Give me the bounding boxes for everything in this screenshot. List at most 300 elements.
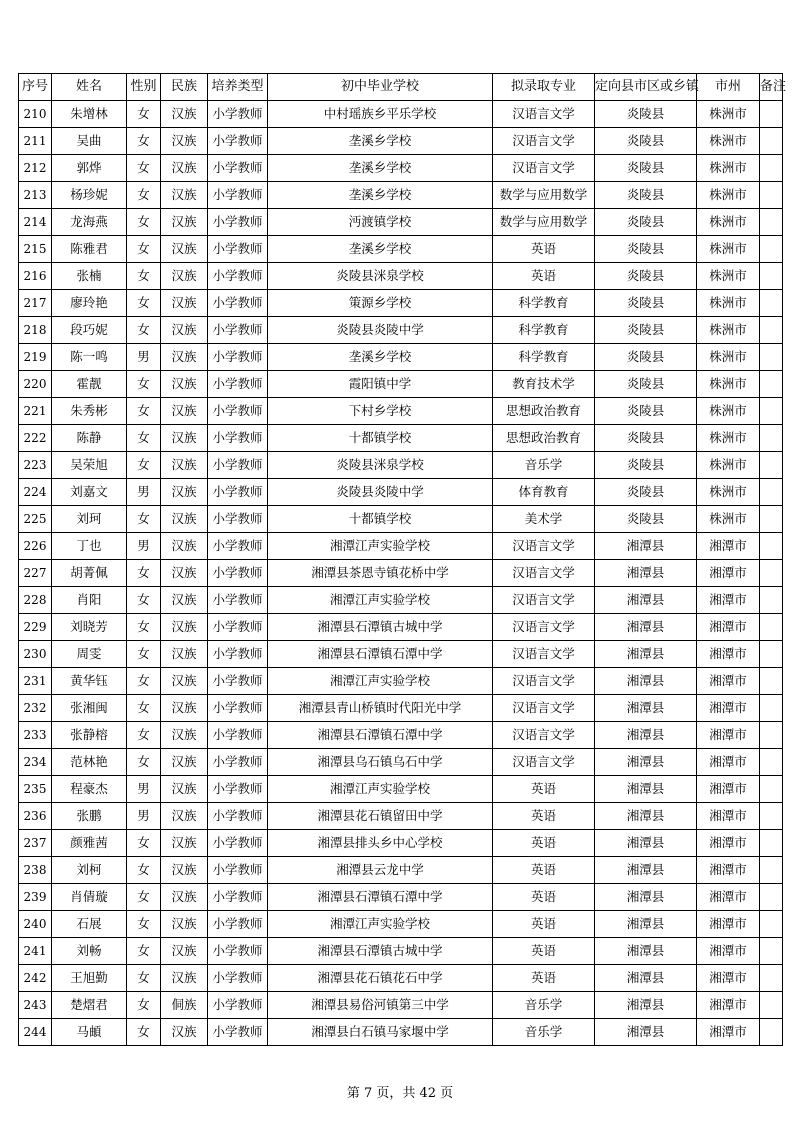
- table-row: [19, 344, 783, 371]
- col-ethnicity-cell: 汉族: [161, 209, 208, 236]
- col-name-cell: 郭烨: [52, 155, 127, 182]
- col-remark-cell: [760, 722, 783, 749]
- col-seq-cell: 234: [19, 749, 52, 776]
- col-major-cell: 思想政治教育: [493, 425, 595, 452]
- col-middle-school-cell: 炎陵县洣泉学校: [268, 263, 493, 290]
- col-middle-school-cell: 十都镇学校: [268, 506, 493, 533]
- col-training-type-cell: 小学教师: [208, 803, 268, 830]
- col-name-cell: 颜雅茜: [52, 830, 127, 857]
- col-major-cell: 英语: [493, 938, 595, 965]
- col-city-cell: 株洲市: [697, 209, 760, 236]
- col-major-cell: 英语: [493, 884, 595, 911]
- col-ethnicity-cell: 汉族: [161, 884, 208, 911]
- col-county-cell: 炎陵县: [595, 452, 697, 479]
- col-county-cell: 湘潭县: [595, 587, 697, 614]
- col-seq-cell: 235: [19, 776, 52, 803]
- col-training-type-cell: 小学教师: [208, 992, 268, 1019]
- col-training-type-cell: 小学教师: [208, 695, 268, 722]
- table-header-row: [19, 74, 783, 101]
- col-middle-school-cell: 湘潭县乌石镇乌石中学: [268, 749, 493, 776]
- col-training-type-cell: 小学教师: [208, 506, 268, 533]
- col-major-cell: 汉语言文学: [493, 587, 595, 614]
- table-row: [19, 290, 783, 317]
- col-gender-cell: 男: [127, 479, 161, 506]
- col-remark-cell: [760, 155, 783, 182]
- table-row: [19, 101, 783, 128]
- col-county-cell: 炎陵县: [595, 128, 697, 155]
- col-seq-cell: 231: [19, 668, 52, 695]
- col-name-cell: 楚熠君: [52, 992, 127, 1019]
- col-remark-cell: [760, 533, 783, 560]
- col-training-type-cell: 小学教师: [208, 209, 268, 236]
- col-seq-cell: 215: [19, 236, 52, 263]
- col-middle-school-cell: 炎陵县洣泉学校: [268, 452, 493, 479]
- col-county-cell: 湘潭县: [595, 533, 697, 560]
- col-city-cell: 株洲市: [697, 155, 760, 182]
- col-ethnicity-cell: 汉族: [161, 749, 208, 776]
- col-name-cell: 霍靓: [52, 371, 127, 398]
- col-name-cell: 刘柯: [52, 857, 127, 884]
- col-remark-cell: [760, 938, 783, 965]
- col-remark-header: 备注: [760, 74, 783, 101]
- col-ethnicity-cell: 汉族: [161, 830, 208, 857]
- col-remark-cell: [760, 992, 783, 1019]
- col-city-cell: 湘潭市: [697, 533, 760, 560]
- col-middle-school-cell: 湘潭江声实验学校: [268, 533, 493, 560]
- table-row: [19, 452, 783, 479]
- col-name-cell: 陈静: [52, 425, 127, 452]
- table-row: [19, 1019, 783, 1046]
- col-training-type-cell: 小学教师: [208, 155, 268, 182]
- col-remark-cell: [760, 182, 783, 209]
- col-ethnicity-cell: 汉族: [161, 101, 208, 128]
- col-ethnicity-cell: 汉族: [161, 371, 208, 398]
- col-middle-school-cell: 沔渡镇学校: [268, 209, 493, 236]
- col-ethnicity-cell: 汉族: [161, 803, 208, 830]
- col-county-cell: 炎陵县: [595, 344, 697, 371]
- col-name-cell: 王旭勤: [52, 965, 127, 992]
- col-gender-header: 性别: [127, 74, 161, 101]
- col-training-type-cell: 小学教师: [208, 128, 268, 155]
- col-middle-school-cell: 湘潭江声实验学校: [268, 668, 493, 695]
- col-gender-cell: 男: [127, 344, 161, 371]
- col-county-cell: 湘潭县: [595, 938, 697, 965]
- admission-table: [18, 73, 787, 1046]
- col-name-cell: 陈一鸣: [52, 344, 127, 371]
- col-middle-school-cell: 垄溪乡学校: [268, 155, 493, 182]
- col-remark-cell: [760, 560, 783, 587]
- col-training-type-cell: 小学教师: [208, 1019, 268, 1046]
- col-ethnicity-cell: 汉族: [161, 587, 208, 614]
- table-body: [19, 101, 783, 1046]
- table-row: [19, 776, 783, 803]
- col-gender-cell: 女: [127, 668, 161, 695]
- col-name-cell: 张湘闽: [52, 695, 127, 722]
- table-row: [19, 128, 783, 155]
- col-training-type-cell: 小学教师: [208, 587, 268, 614]
- col-remark-cell: [760, 668, 783, 695]
- col-county-cell: 炎陵县: [595, 398, 697, 425]
- col-seq-cell: 212: [19, 155, 52, 182]
- col-training-type-cell: 小学教师: [208, 101, 268, 128]
- col-middle-school-cell: 湘潭县排头乡中心学校: [268, 830, 493, 857]
- col-remark-cell: [760, 911, 783, 938]
- col-remark-cell: [760, 452, 783, 479]
- col-ethnicity-cell: 汉族: [161, 182, 208, 209]
- col-middle-school-cell: 湘潭江声实验学校: [268, 587, 493, 614]
- col-major-cell: 英语: [493, 857, 595, 884]
- col-seq-cell: 224: [19, 479, 52, 506]
- table-row: [19, 695, 783, 722]
- col-training-type-cell: 小学教师: [208, 965, 268, 992]
- col-name-cell: 刘畅: [52, 938, 127, 965]
- col-name-cell: 程豪杰: [52, 776, 127, 803]
- col-city-cell: 株洲市: [697, 101, 760, 128]
- col-major-cell: 思想政治教育: [493, 398, 595, 425]
- col-major-cell: 英语: [493, 236, 595, 263]
- col-gender-cell: 女: [127, 425, 161, 452]
- col-gender-cell: 女: [127, 911, 161, 938]
- table-row: [19, 965, 783, 992]
- col-major-cell: 音乐学: [493, 1019, 595, 1046]
- col-middle-school-cell: 湘潭县花石镇花石中学: [268, 965, 493, 992]
- col-city-header: 市州: [697, 74, 760, 101]
- col-middle-school-cell: 湘潭县石潭镇石潭中学: [268, 722, 493, 749]
- col-middle-school-cell: 湘潭县石潭镇石潭中学: [268, 641, 493, 668]
- col-seq-cell: 228: [19, 587, 52, 614]
- table-row: [19, 263, 783, 290]
- col-major-cell: 音乐学: [493, 992, 595, 1019]
- col-training-type-cell: 小学教师: [208, 182, 268, 209]
- col-city-cell: 湘潭市: [697, 911, 760, 938]
- admission-list-sheet: [18, 73, 787, 1046]
- col-name-cell: 吴荣旭: [52, 452, 127, 479]
- col-major-cell: 汉语言文学: [493, 695, 595, 722]
- col-name-cell: 廖玲艳: [52, 290, 127, 317]
- table-row: [19, 209, 783, 236]
- col-training-type-cell: 小学教师: [208, 641, 268, 668]
- col-seq-cell: 222: [19, 425, 52, 452]
- col-gender-cell: 女: [127, 857, 161, 884]
- col-major-cell: 科学教育: [493, 317, 595, 344]
- col-gender-cell: 女: [127, 371, 161, 398]
- col-name-cell: 刘珂: [52, 506, 127, 533]
- table-row: [19, 614, 783, 641]
- col-name-cell: 石展: [52, 911, 127, 938]
- table-row: [19, 371, 783, 398]
- col-city-cell: 湘潭市: [697, 1019, 760, 1046]
- col-county-cell: 炎陵县: [595, 479, 697, 506]
- col-middle-school-cell: 下村乡学校: [268, 398, 493, 425]
- col-major-cell: 汉语言文学: [493, 560, 595, 587]
- col-county-cell: 炎陵县: [595, 101, 697, 128]
- table-row: [19, 911, 783, 938]
- col-name-cell: 段巧妮: [52, 317, 127, 344]
- table-row: [19, 668, 783, 695]
- col-name-cell: 吴曲: [52, 128, 127, 155]
- col-training-type-cell: 小学教师: [208, 290, 268, 317]
- col-gender-cell: 女: [127, 398, 161, 425]
- col-seq-cell: 244: [19, 1019, 52, 1046]
- col-seq-cell: 220: [19, 371, 52, 398]
- col-ethnicity-cell: 汉族: [161, 641, 208, 668]
- col-city-cell: 株洲市: [697, 236, 760, 263]
- col-ethnicity-cell: 汉族: [161, 938, 208, 965]
- col-seq-cell: 233: [19, 722, 52, 749]
- col-major-cell: 教育技术学: [493, 371, 595, 398]
- col-seq-cell: 213: [19, 182, 52, 209]
- col-gender-cell: 女: [127, 452, 161, 479]
- col-training-type-cell: 小学教师: [208, 263, 268, 290]
- col-county-cell: 炎陵县: [595, 290, 697, 317]
- col-remark-cell: [760, 263, 783, 290]
- col-remark-cell: [760, 506, 783, 533]
- col-county-cell: 湘潭县: [595, 965, 697, 992]
- table-row: [19, 830, 783, 857]
- col-training-type-cell: 小学教师: [208, 857, 268, 884]
- col-middle-school-cell: 策源乡学校: [268, 290, 493, 317]
- col-city-cell: 湘潭市: [697, 965, 760, 992]
- col-city-cell: 湘潭市: [697, 776, 760, 803]
- col-training-type-cell: 小学教师: [208, 830, 268, 857]
- col-seq-cell: 218: [19, 317, 52, 344]
- col-gender-cell: 女: [127, 830, 161, 857]
- table-row: [19, 425, 783, 452]
- col-county-cell: 湘潭县: [595, 884, 697, 911]
- col-major-cell: 数学与应用数学: [493, 182, 595, 209]
- col-gender-cell: 女: [127, 209, 161, 236]
- col-major-cell: 英语: [493, 965, 595, 992]
- col-gender-cell: 女: [127, 263, 161, 290]
- table-row: [19, 533, 783, 560]
- col-name-cell: 刘嘉文: [52, 479, 127, 506]
- col-middle-school-cell: 湘潭县石潭镇古城中学: [268, 938, 493, 965]
- col-ethnicity-cell: 汉族: [161, 911, 208, 938]
- col-seq-cell: 223: [19, 452, 52, 479]
- col-city-cell: 湘潭市: [697, 668, 760, 695]
- col-training-type-cell: 小学教师: [208, 344, 268, 371]
- col-seq-cell: 210: [19, 101, 52, 128]
- col-seq-cell: 211: [19, 128, 52, 155]
- col-gender-cell: 女: [127, 992, 161, 1019]
- col-name-cell: 周雯: [52, 641, 127, 668]
- col-middle-school-cell: 湘潭县花石镇留田中学: [268, 803, 493, 830]
- col-seq-cell: 226: [19, 533, 52, 560]
- col-remark-cell: [760, 398, 783, 425]
- col-middle-school-cell: 湘潭县白石镇马家堰中学: [268, 1019, 493, 1046]
- col-county-cell: 炎陵县: [595, 236, 697, 263]
- col-ethnicity-header: 民族: [161, 74, 208, 101]
- col-city-cell: 株洲市: [697, 290, 760, 317]
- col-ethnicity-cell: 汉族: [161, 614, 208, 641]
- col-gender-cell: 女: [127, 317, 161, 344]
- col-county-cell: 湘潭县: [595, 641, 697, 668]
- table-row: [19, 155, 783, 182]
- col-remark-cell: [760, 965, 783, 992]
- col-middle-school-cell: 垄溪乡学校: [268, 236, 493, 263]
- col-middle-school-cell: 湘潭县青山桥镇时代阳光中学: [268, 695, 493, 722]
- col-major-cell: 汉语言文学: [493, 641, 595, 668]
- col-remark-cell: [760, 857, 783, 884]
- col-major-cell: 汉语言文学: [493, 533, 595, 560]
- col-seq-cell: 230: [19, 641, 52, 668]
- table-row: [19, 587, 783, 614]
- col-remark-cell: [760, 236, 783, 263]
- col-training-type-cell: 小学教师: [208, 425, 268, 452]
- table-row: [19, 992, 783, 1019]
- table-row: [19, 803, 783, 830]
- col-gender-cell: 男: [127, 803, 161, 830]
- col-city-cell: 湘潭市: [697, 857, 760, 884]
- col-county-cell: 炎陵县: [595, 371, 697, 398]
- col-city-cell: 湘潭市: [697, 938, 760, 965]
- col-ethnicity-cell: 汉族: [161, 506, 208, 533]
- col-seq-cell: 243: [19, 992, 52, 1019]
- col-training-type-cell: 小学教师: [208, 533, 268, 560]
- table-row: [19, 641, 783, 668]
- col-name-cell: 胡菁佩: [52, 560, 127, 587]
- col-major-cell: 英语: [493, 803, 595, 830]
- col-city-cell: 株洲市: [697, 263, 760, 290]
- col-middle-school-cell: 中村瑶族乡平乐学校: [268, 101, 493, 128]
- col-seq-cell: 229: [19, 614, 52, 641]
- col-ethnicity-cell: 汉族: [161, 560, 208, 587]
- col-seq-cell: 236: [19, 803, 52, 830]
- col-middle-school-cell: 炎陵县炎陵中学: [268, 479, 493, 506]
- col-remark-cell: [760, 776, 783, 803]
- col-city-cell: 湘潭市: [697, 560, 760, 587]
- table-row: [19, 884, 783, 911]
- col-ethnicity-cell: 汉族: [161, 317, 208, 344]
- col-ethnicity-cell: 汉族: [161, 722, 208, 749]
- col-seq-cell: 217: [19, 290, 52, 317]
- col-name-cell: 张静榕: [52, 722, 127, 749]
- col-remark-cell: [760, 830, 783, 857]
- col-county-cell: 湘潭县: [595, 560, 697, 587]
- col-training-type-cell: 小学教师: [208, 398, 268, 425]
- col-remark-cell: [760, 749, 783, 776]
- col-seq-cell: 225: [19, 506, 52, 533]
- col-gender-cell: 男: [127, 776, 161, 803]
- col-gender-cell: 女: [127, 290, 161, 317]
- col-county-cell: 湘潭县: [595, 803, 697, 830]
- col-county-cell: 湘潭县: [595, 1019, 697, 1046]
- col-seq-cell: 219: [19, 344, 52, 371]
- col-city-cell: 湘潭市: [697, 695, 760, 722]
- col-ethnicity-cell: 汉族: [161, 1019, 208, 1046]
- col-name-cell: 马頔: [52, 1019, 127, 1046]
- col-remark-cell: [760, 695, 783, 722]
- col-training-type-cell: 小学教师: [208, 236, 268, 263]
- table-row: [19, 560, 783, 587]
- col-county-cell: 炎陵县: [595, 506, 697, 533]
- col-ethnicity-cell: 汉族: [161, 128, 208, 155]
- col-middle-school-cell: 炎陵县炎陵中学: [268, 317, 493, 344]
- col-county-cell: 湘潭县: [595, 992, 697, 1019]
- col-middle-school-cell: 霞阳镇中学: [268, 371, 493, 398]
- col-middle-school-cell: 垄溪乡学校: [268, 344, 493, 371]
- table-row: [19, 722, 783, 749]
- table-row: [19, 857, 783, 884]
- col-city-cell: 株洲市: [697, 506, 760, 533]
- col-training-type-cell: 小学教师: [208, 884, 268, 911]
- col-remark-cell: [760, 317, 783, 344]
- col-ethnicity-cell: 汉族: [161, 155, 208, 182]
- col-training-type-cell: 小学教师: [208, 776, 268, 803]
- col-city-cell: 株洲市: [697, 398, 760, 425]
- col-remark-cell: [760, 479, 783, 506]
- col-gender-cell: 女: [127, 1019, 161, 1046]
- col-middle-school-cell: 湘潭县茶恩寺镇花桥中学: [268, 560, 493, 587]
- col-training-type-cell: 小学教师: [208, 479, 268, 506]
- col-county-cell: 湘潭县: [595, 776, 697, 803]
- col-county-cell: 湘潭县: [595, 911, 697, 938]
- col-major-cell: 美术学: [493, 506, 595, 533]
- col-major-cell: 汉语言文学: [493, 722, 595, 749]
- col-city-cell: 湘潭市: [697, 614, 760, 641]
- col-gender-cell: 女: [127, 155, 161, 182]
- table-row: [19, 506, 783, 533]
- col-county-cell: 湘潭县: [595, 749, 697, 776]
- col-remark-cell: [760, 614, 783, 641]
- col-major-cell: 科学教育: [493, 344, 595, 371]
- table-row: [19, 479, 783, 506]
- col-county-cell: 湘潭县: [595, 722, 697, 749]
- col-name-cell: 肖倩璇: [52, 884, 127, 911]
- col-major-cell: 英语: [493, 776, 595, 803]
- col-training-type-cell: 小学教师: [208, 371, 268, 398]
- col-seq-cell: 239: [19, 884, 52, 911]
- col-gender-cell: 女: [127, 236, 161, 263]
- col-county-cell: 炎陵县: [595, 317, 697, 344]
- col-gender-cell: 女: [127, 641, 161, 668]
- col-gender-cell: 女: [127, 722, 161, 749]
- col-ethnicity-cell: 汉族: [161, 533, 208, 560]
- col-training-type-cell: 小学教师: [208, 938, 268, 965]
- col-county-cell: 炎陵县: [595, 209, 697, 236]
- col-major-cell: 科学教育: [493, 290, 595, 317]
- col-training-type-header: 培养类型: [208, 74, 268, 101]
- col-city-cell: 株洲市: [697, 344, 760, 371]
- col-middle-school-header: 初中毕业学校: [268, 74, 493, 101]
- col-county-cell: 炎陵县: [595, 263, 697, 290]
- col-training-type-cell: 小学教师: [208, 722, 268, 749]
- col-city-cell: 湘潭市: [697, 587, 760, 614]
- col-gender-cell: 女: [127, 506, 161, 533]
- col-gender-cell: 女: [127, 695, 161, 722]
- col-ethnicity-cell: 侗族: [161, 992, 208, 1019]
- col-city-cell: 湘潭市: [697, 830, 760, 857]
- table-row: [19, 938, 783, 965]
- col-county-cell: 湘潭县: [595, 614, 697, 641]
- col-ethnicity-cell: 汉族: [161, 479, 208, 506]
- col-major-cell: 汉语言文学: [493, 668, 595, 695]
- col-training-type-cell: 小学教师: [208, 614, 268, 641]
- col-remark-cell: [760, 128, 783, 155]
- col-major-cell: 汉语言文学: [493, 749, 595, 776]
- col-middle-school-cell: 湘潭江声实验学校: [268, 911, 493, 938]
- col-seq-cell: 238: [19, 857, 52, 884]
- col-seq-cell: 242: [19, 965, 52, 992]
- col-county-cell: 湘潭县: [595, 857, 697, 884]
- col-seq-cell: 240: [19, 911, 52, 938]
- col-training-type-cell: 小学教师: [208, 317, 268, 344]
- col-seq-cell: 237: [19, 830, 52, 857]
- col-training-type-cell: 小学教师: [208, 749, 268, 776]
- table-row: [19, 398, 783, 425]
- col-seq-cell: 221: [19, 398, 52, 425]
- col-county-cell: 炎陵县: [595, 155, 697, 182]
